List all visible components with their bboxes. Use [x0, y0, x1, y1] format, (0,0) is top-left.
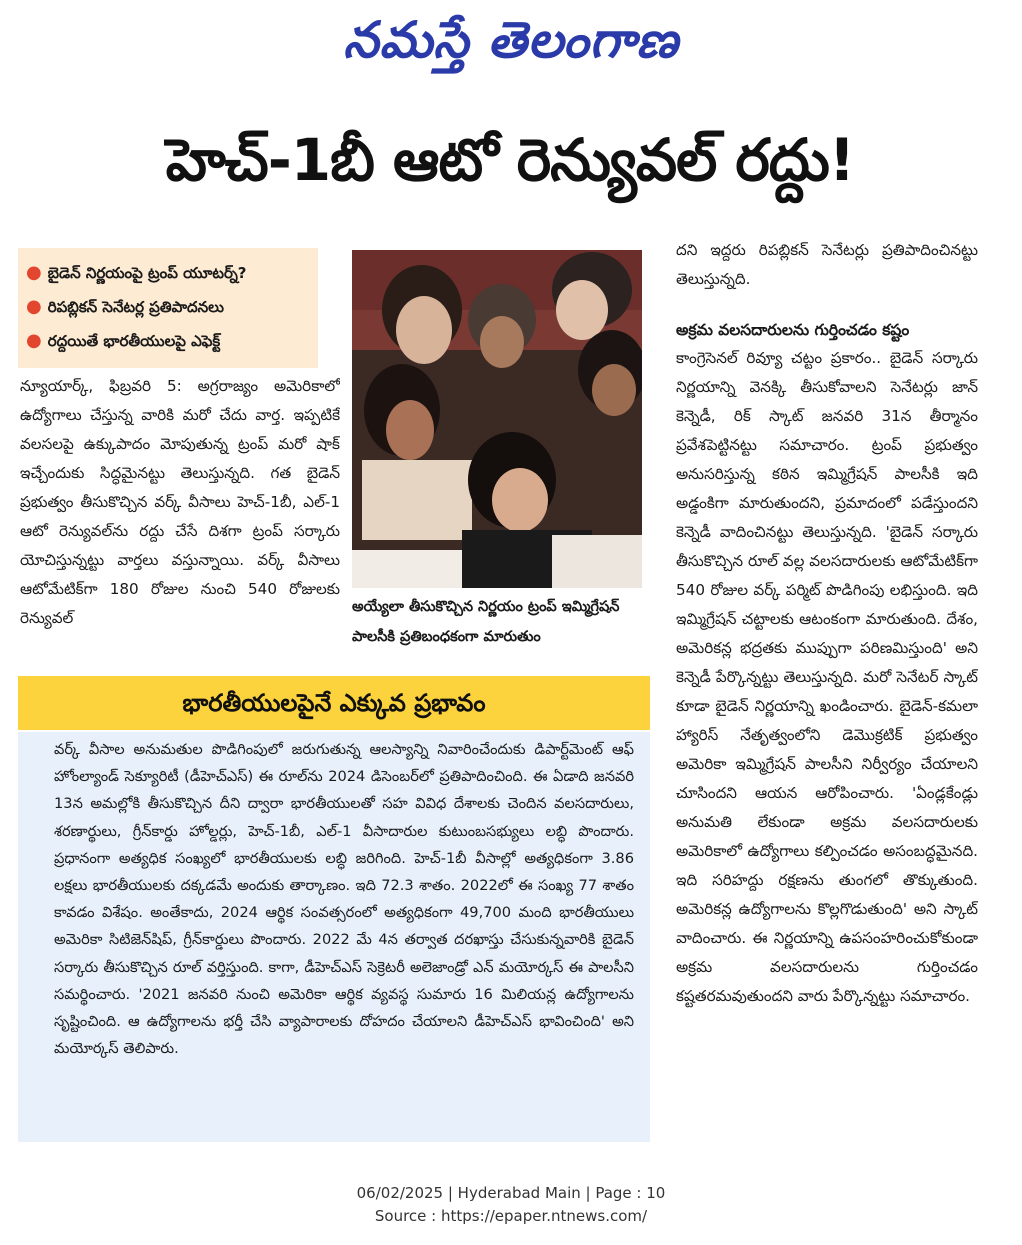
highlight-item: ● బైడెన్ నిర్ణయంపై ట్రంప్ యూటర్న్? — [26, 256, 310, 290]
left-column-text: న్యూయార్క్, ఫిబ్రవరి 5: అగ్రరాజ్యం అమెరికాలో ఉద్యోగాలు చేస్తున్న వారికి మరో చేదు వార్త. ఇప్పటికే వలసలపై ఉక్కుపాదం మోపుతున్న ట్రంప్ మరో షాక్ ఇచ్చేందుకు సిద్ధమైనట్టు తెలుస్తున్నది. గత బైడెన్ ప్రభుత్వం తీసుకొచ్చిన వర్క్ వీసాలు హెచ్-1బీ, ఎల్-1 ఆటో రెన్యువల్‌ను రద్దు చేసే దిశగా ట్రంప్ సర్కారు యోచిస్తున్నట్టు వార్తలు వస్తున్నాయి. వర్క్ వీసాలు ఆటోమేటిక్‌గా 180 రోజుల నుంచి 540 రోజులకు రెన్యువల్ — [20, 377, 340, 627]
info-box-text: వర్క్ వీసాల అనుమతుల పొడిగింపులో జరుగుతున్న ఆలస్యాన్ని నివారించేందుకు డిపార్ట్‌మెంట్ ఆఫ్ హోంల్యాండ్ సెక్యూరిటీ (డీహెచ్‌ఎస్) ఈ రూల్‌ను 2024 డిసెంబర్‌లో ప్రతిపాదించింది. ఈ ఏడాది జనవరి 13న అమల్లోకి తీసుకొచ్చిన దీని ద్వారా భారతీయులతో సహ వివిధ దేశాలకు చెందిన వలసదారులు, శరణార్థులు, గ్రీన్‌కార్డు హోల్డర్లు, హెచ్-1బీ, ఎల్-1 వీసాదారుల కుటుంబసభ్యులు లబ్ధి పొందారు. ప్రధానంగా అత్యధిక సంఖ్యలో భారతీయులకు లబ్ధి జరిగింది. హెచ్-1బీ వీసాల్లో అత్యధికంగా 3.86 లక్షలు భారతీయులకు దక్కడమే అందుకు తార్కాణం. ఇది 72.3 శాతం. 2022లో ఈ సంఖ్య 77 శాతం కావడం విశేషం. అంతేకాదు, 2024 ఆర్థిక సంవత్సరంలో అత్యధికంగా 49,700 మంది భారతీయులు అమెరికా సిటిజెన్‌షిప్, గ్రీన్‌కార్డులు పొందారు. 2022 మే 4న తర్వాత దరఖాస్తు చేసుకున్నవారికి బైడెన్ సర్కారు తీసుకొచ్చిన రూల్ వర్తిస్తుంది. కాగా, డీహెచ్‌ఎస్ సెక్రెటరీ అలెజాండ్రో ఎన్ మయోర్కస్ ఈ పాలసీని సమర్థించారు. '2021 జనవరి నుంచి అమెరికా ఆర్థిక వ్యవస్థ సుమారు 16 మిలియన్ల ఉద్యోగాలను సృష్టించింది. ఆ ఉద్యోగాలను భర్తీ చేసి వ్యాపారాలకు దోహదం చేయాలని డీహెచ్‌ఎస్ భావించింది' అని మయోర్కస్ తెలిపారు. — [54, 741, 634, 1058]
bullet-dot-icon: ● — [26, 262, 42, 283]
highlight-item: ● రద్దయితే భారతీయులపై ఎఫెక్ట్ — [26, 324, 310, 358]
right-subheading: అక్రమ వలసదారులను గుర్తించడం కష్టం — [676, 321, 910, 339]
photo-caption: అయ్యేలా తీసుకొచ్చిన నిర్ణయం ట్రంప్ ఇమ్మిగ్రేషన్ పాలసీకి ప్రతిబంధకంగా మారుతుం — [352, 599, 620, 645]
highlights-box — [18, 248, 318, 368]
right-column-text: కాంగ్రెసెనల్ రివ్యూ చట్టం ప్రకారం.. బైడెన్ సర్కారు నిర్ణయాన్ని వెనక్కి తీసుకోవాలని సెనేటర్లు జాన్ కెన్నెడీ, రిక్ స్కాట్ జనవరి 31న తీర్మానం ప్రవేశపెట్టినట్టు సమాచారం. ట్రంప్ ప్రభుత్వం అనుసరిస్తున్న కఠిన ఇమ్మిగ్రేషన్ పాలసీకి ఇది అడ్డంకిగా మారుతుందని, ప్రమాదంలో పడేస్తుందని కెన్నెడీ వాదించినట్టు తెలుస్తున్నది. 'బైడెన్ సర్కారు తీసుకొచ్చిన రూల్ వల్ల వలసదారులకు ఆటోమేటిక్‌గా 540 రోజుల వర్క్ పర్మిట్ పొడిగింపు లభిస్తుంది. ఇది ఇమ్మిగ్రేషన్ చట్టాలకు ఆటంకంగా మారుతుంది. దేశం, అమెరికన్ల భద్రతకు ముప్పుగా పరిణమిస్తుంది' అని కెన్నెడీ పేర్కొన్నట్టు తెలుస్తున్నది. మరో సెనేటర్ స్కాట్ కూడా బైడెన్ నిర్ణయాన్ని ఖండించారు. బైడెన్-కమలా హ్యారిస్ నేతృత్వంలోని డెమొక్రటిక్ ప్రభుత్వం అమెరికా ఇమ్మిగ్రేషన్ పాలసీని నిర్వీర్యం చేయాలని చూసిందని ఆయన ఆరోపించారు. 'ఏండ్లకేండ్లు అనుమతి లేకుండా అక్రమ వలసదారులకు అమెరికాలో ఉద్యోగాలు కల్పించడం అసంబద్ధమైనది. ఇది సరిహద్దు రక్షణను తుంగలో తొక్కుతుంది. అమెరికన్ల ఉద్యోగాలను కొల్లగొడుతుంది' అని స్కాట్ వాదించారు. ఈ నిర్ణయాన్ని ఉపసంహరించుకోకుండా అక్రమ వలసదారులను గుర్తించడం కష్టతరమవుతుందని వారు పేర్కొన్నట్టు సమాచారం. — [676, 349, 978, 1005]
bullet-dot-icon: ● — [26, 330, 42, 351]
footer-source-link[interactable]: Source : https://epaper.ntnews.com/ — [374, 1207, 648, 1225]
highlight-item: ● రిపబ్లికన్ సెనేటర్ల ప్రతిపాదనలు — [26, 290, 310, 324]
box-heading-banner: భారతీయులపైనే ఎక్కువ ప్రభావం — [18, 676, 650, 730]
footer-date-edition: 06/02/2025 | Hyderabad Main | Page : 10 — [356, 1184, 666, 1202]
students-photo — [352, 250, 642, 588]
info-box — [18, 732, 650, 1142]
students-photo-image — [352, 250, 642, 588]
page-footer — [0, 1182, 1022, 1232]
newspaper-masthead: నమస్తే తెలంగాణ — [343, 10, 679, 69]
bullet-dot-icon: ● — [26, 296, 42, 317]
right-column-intro: దని ఇద్దరు రిపబ్లికన్ సెనేటర్లు ప్రతిపాదించినట్టు తెలుస్తున్నది. — [676, 241, 978, 288]
article-headline: హెచ్-1బీ ఆటో రెన్యువల్ రద్దు! — [165, 126, 855, 194]
